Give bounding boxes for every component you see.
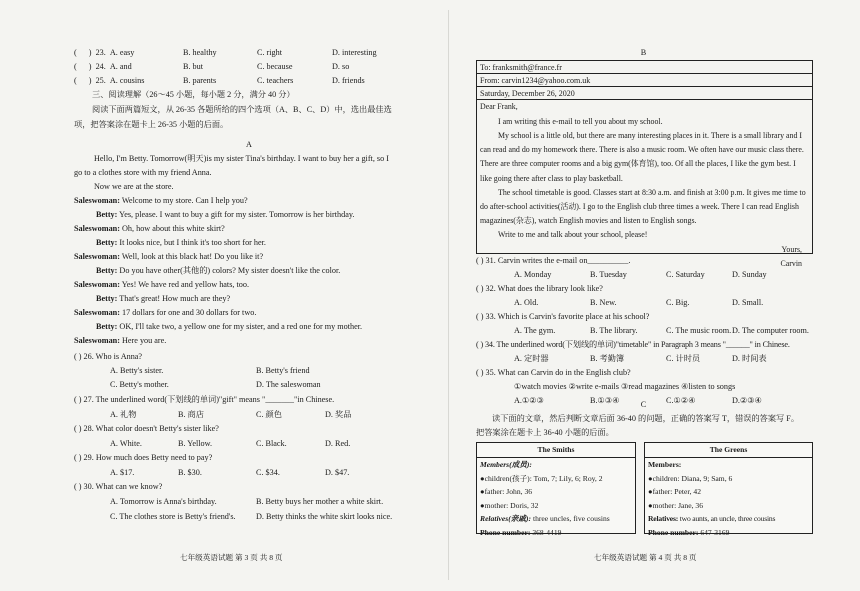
email-paragraph-2: My school is a little old, but there are many interesting places in it. There is a small library and I can read and do my homework there. There is also a music room. We often have our music class there. There are three computer rooms and a big gym(体育馆), too. Of all the places, I like the gym best. I like going there after class to play basketball. [480,130,804,183]
question-31: ( ) 31. Carvin writes the e-mail on__________. [476,256,631,265]
q32-option-c: C. Big. [666,298,690,307]
q24-option-d: D. so [332,62,350,71]
smiths-card [476,442,636,537]
dialogue-line [74,320,424,334]
q33-option-b: B. The library. [590,326,638,335]
dialogue-speaker: Betty: [96,210,118,219]
q24-option-c: C. because [257,62,293,71]
q29-option-c: C. $34. [256,468,280,477]
question-27: ( ) 27. The underlined word(下划线的单词)"gift" means "_______"in Chinese. [74,395,335,404]
q26-option-b: B. Betty's friend [256,366,310,375]
question-29: ( ) 29. How much does Betty need to pay? [74,453,213,462]
question-32: ( ) 32. What does the library look like? [476,284,603,293]
q35-option-a: A.①②③ [514,396,544,405]
q25-option-b: B. parents [183,76,217,85]
section-title: 三、阅读理解（26～45 小题，每小题 2 分，满分 40 分） [92,90,295,99]
smiths-relatives-label: Relatives(亲戚): [480,514,532,523]
q33-option-d: D. The computer room. [732,326,809,335]
question-30: ( ) 30. What can we know? [74,482,163,491]
question-34: ( ) 34. The underlined word(下划线的单词)"timetable" in Paragraph 3 means "______" in Chinese. [476,340,790,349]
dialogue-line [74,306,424,320]
email-paragraph-4: Write to me and talk about your school, please! [498,230,648,240]
passage-a-label: A [246,140,252,149]
right-page-footer: 七年级英语试题 第 4 页 共 8 页 [594,553,697,562]
greens-mother: ●mother: Jane, 36 [648,500,703,510]
dialogue-line [74,278,424,292]
q35-option-c: C.①②④ [666,396,696,405]
q27-option-d: D. 奖品 [325,410,352,419]
q23-option-c: C. right [257,48,283,57]
q28-option-a: A. White. [110,439,142,448]
greens-relatives-label: Relatives: [648,514,679,523]
q29-option-b: B. $30. [178,468,202,477]
q34-option-c: C. 计时员 [666,354,701,363]
smiths-phone [477,526,635,540]
dialogue-speaker: Betty: [96,322,118,331]
page-divider [448,10,449,580]
dialogue-speaker: Saleswoman: [74,308,120,317]
dialogue-line [74,208,424,222]
q30-option-a: A. Tomorrow is Anna's birthday. [110,497,217,506]
dialogue-text: Welcome to my store. Can I help you? [121,196,248,205]
greens-phone-label: Phone number: [648,527,699,537]
q35-option-b: B.①③④ [590,396,620,405]
q32-option-a: A. Old. [514,298,539,307]
passage-a-intro-3: Now we are at the store. [94,182,174,191]
greens-relatives [645,512,812,526]
q23-option-b: B. healthy [183,48,217,57]
q27-option-c: C. 颜色 [256,410,282,419]
dialogue-text: That's great! How much are they? [119,294,231,303]
email-paragraph-3: The school timetable is good. Classes start at 8:30 a.m. and finish at 3:00 p.m. It gives me time to do after-school activities(活动). I go to the English club three times a week. There I can read English magazines(杂志), watch English movies and listen to English songs. [480,187,806,226]
q28-option-d: D. Red. [325,439,351,448]
q31-option-d: D. Sunday [732,270,767,279]
q34-option-b: B. 考勤簿 [590,354,625,363]
dialogue-line [74,250,424,264]
dialogue-text: Well, look at this black hat! Do you like it? [121,252,264,261]
q23-option-d: D. interesting [332,48,377,57]
dialogue-line [74,334,424,348]
greens-members-label: Members: [648,460,682,469]
section-instructions: 阅读下面两篇短文，从 26-35 各题所给的四个选项（A、B、C、D）中，选出最佳选 [92,105,392,114]
greens-phone [645,526,812,540]
q26-option-a: A. Betty's sister. [110,366,164,375]
q32-option-d: D. Small. [732,298,764,307]
smiths-relatives-value: three uncles, five cousins [532,514,610,523]
left-page-footer: 七年级英语试题 第 3 页 共 8 页 [180,553,283,562]
dialogue-speaker: Saleswoman: [74,280,120,289]
dialogue-speaker: Saleswoman: [74,196,120,205]
q30-option-c: C. The clothes store is Betty's friend's. [110,512,236,521]
dialogue-speaker: Saleswoman: [74,336,120,345]
q26-option-c: C. Betty's mother. [110,380,169,389]
q31-option-a: A. Monday [514,270,552,279]
email-greeting: Dear Frank, [480,102,518,111]
q31-option-c: C. Saturday [666,270,705,279]
email-closing: Yours, [781,244,802,254]
dialogue-text: Do you have other(其他的) colors? My sister doesn't like the color. [119,266,341,275]
greens-father: ●father: Peter, 42 [648,487,701,496]
dialogue-speaker: Betty: [96,294,118,303]
greens-card [644,442,813,537]
q28-option-b: B. Yellow. [178,439,213,448]
dialogue-speaker: Betty: [96,266,118,275]
smiths-phone-label: Phone number: [480,527,531,537]
greens-children: ●children: Diana, 9; Sam, 6 [648,473,733,483]
dialogue-line [74,292,424,306]
q28-option-c: C. Black. [256,439,287,448]
greens-title: The Greens [645,443,812,458]
smiths-title: The Smiths [477,443,635,458]
dialogue-text: Yes, please. I want to buy a gift for my sister. Tomorrow is her birthday. [119,210,355,219]
q25-option-c: C. teachers [257,76,294,85]
question-35: ( ) 35. What can Carvin do in the English club? [476,368,631,377]
dialogue-text: Oh, how about this white skirt? [122,224,225,233]
q29-option-d: D. $47. [325,468,350,477]
dialogue-text: Here you are. [122,336,167,345]
q29-option-a: A. $17. [110,468,135,477]
email-signature: Carvin [780,259,802,269]
dialogue-text: It looks nice, but I think it's too short for her. [119,238,266,247]
passage-a-intro-2: go to a clothes store with my friend Anna. [74,168,212,177]
passage-b-label: B [640,48,647,57]
q26-option-d: D. The saleswoman [256,380,321,389]
q27-option-b: B. 商店 [178,410,204,419]
passage-c-instructions-2: 把答案涂在题卡上 36-40 小题的后面。 [476,428,614,437]
greens-relatives-value: two aunts, an uncle, three cousins [679,514,776,523]
smiths-children: ●children(孩子): Tom, 7; Lily, 6; Roy, 2 [480,473,603,483]
smiths-mother: ●mother: Doris, 32 [480,500,539,510]
dialogue-text: 17 dollars for one and 30 dollars for two. [122,308,257,317]
smiths-relatives [477,512,635,526]
dialogue-text: Yes! We have red and yellow hats, too. [121,280,249,289]
email-paragraph-1: I am writing this e-mail to tell you about my school. [498,116,663,126]
q35-choices: ①watch movies ②write e-mails ③read magazines ④listen to songs [514,382,736,391]
q27-option-a: A. 礼物 [110,410,137,419]
question-33: ( ) 33. Which is Carvin's favorite place at his school? [476,312,650,321]
q31-option-b: B. Tuesday [590,270,627,279]
q32-option-b: B. New. [590,298,617,307]
question-23: ( ) 23. A. easy [74,48,135,57]
question-26: ( ) 26. Who is Anna? [74,352,143,361]
q30-option-b: B. Betty buys her mother a white skirt. [256,497,384,506]
dialogue-speaker: Saleswoman: [74,252,120,261]
email-date: Saturday, December 26, 2020 [477,87,812,100]
q33-option-a: A. The gym. [514,326,556,335]
question-25: ( ) 25. A. cousins [74,76,145,85]
dialogue-speaker: Betty: [96,238,118,247]
question-24: ( ) 24. A. and [74,62,132,71]
dialogue-speaker: Saleswoman: [74,224,120,233]
smiths-members-label: Members(成员): [480,460,532,469]
dialogue [74,194,424,348]
passage-c-instructions: 读下面的文章，然后判断文章后面 36-40 的问题，正确的答案写 T，错误的答案写 F。 [492,414,800,423]
q34-option-d: D. 时间表 [732,354,767,363]
q25-option-d: D. friends [332,76,365,85]
section-instructions-2: 项，把答案涂在题卡上 26-35 小题的后面。 [74,120,229,129]
passage-a-intro: Hello, I'm Betty. Tomorrow(明天)is my sister Tina's birthday. I want to buy her a gift, so I [94,154,389,163]
q34-option-a: A. 定时器 [514,354,549,363]
dialogue-line [74,236,424,250]
q24-option-b: B. but [183,62,204,71]
dialogue-line [74,222,424,236]
dialogue-line [74,194,424,208]
dialogue-line [74,264,424,278]
email-to: To: franksmith@france.fr [477,61,812,74]
q35-option-d: D.②③④ [732,396,762,405]
email-from: From: carvin1234@yahoo.com.uk [477,74,812,87]
q30-option-d: D. Betty thinks the white skirt looks nice. [256,512,393,521]
greens-phone-value: 647-3169 [700,527,730,537]
question-28: ( ) 28. What color doesn't Betty's sister like? [74,424,219,433]
smiths-father: ●father: John, 36 [480,487,533,496]
q33-option-c: C. The music room. [666,326,732,335]
passage-c-label: C [640,400,647,409]
email-body [480,100,808,272]
smiths-phone-value: 368-4419 [532,527,562,537]
dialogue-text: OK, I'll take two, a yellow one for my sister, and a red one for my mother. [119,322,363,331]
